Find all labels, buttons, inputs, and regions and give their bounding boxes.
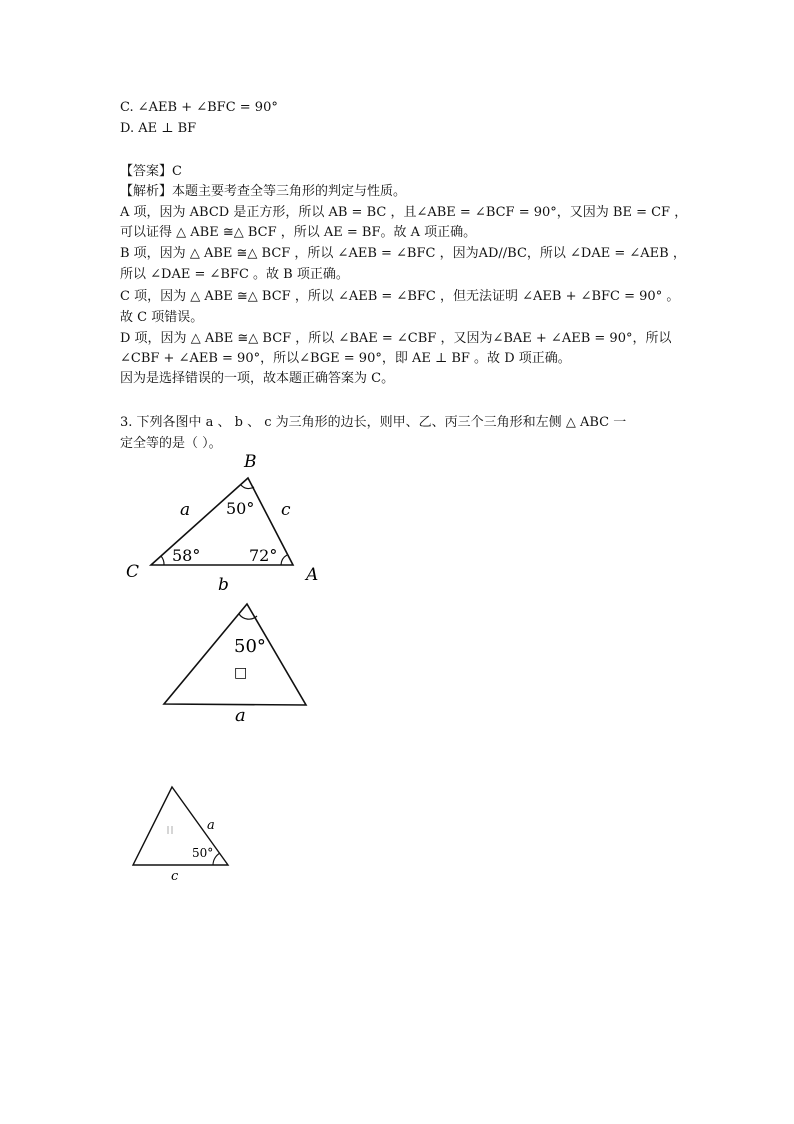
analysis-a-line2: 可以证得 △ ABE ≅△ BCF ，所以 AE = BF。故 A 项正确。 [120, 225, 477, 240]
vertex-a-label: A [306, 565, 319, 585]
analysis-b-line1: B 项，因为 △ ABE ≅△ BCF ，所以 ∠AEB = ∠BFC ，因为AD//BC，所以 ∠DAE = ∠AEB ， [120, 246, 686, 261]
question-line2: 定全等的是（ ）。 [120, 436, 222, 451]
answer-label: 【答案】C [120, 164, 182, 179]
analysis-conclusion: 因为是选择错误的一项，故本题正确答案为 C。 [120, 371, 395, 386]
triangle-3 [133, 787, 228, 884]
side-right-a-label: a [207, 818, 215, 833]
angle-b-label: 50° [226, 499, 255, 518]
question-line1: 3. 下列各图中 a 、 b 、 c 为三角形的边长，则甲、乙、丙三个三角形和左侧 △ ABC 一 [120, 415, 627, 430]
option-d: D. AE ⊥ BF [120, 121, 197, 136]
side-a-label: a [180, 500, 191, 520]
option-c: C. ∠AEB + ∠BFC = 90° [120, 100, 278, 115]
angle-c-arc [161, 556, 164, 565]
side-c-label: c [281, 500, 291, 520]
analysis-d-line2: ∠CBF + ∠AEB = 90°，所以∠BGE = 90°，即 AE ⊥ BF 。故 D 项正确。 [120, 351, 571, 366]
side-b-label: b [218, 575, 229, 595]
angle-3-label: 50° [192, 846, 214, 860]
side-bottom-c-label: c [171, 869, 179, 884]
vertex-c-label: C [126, 562, 140, 582]
vertex-b-label: B [244, 452, 257, 472]
analysis-intro: 【解析】本题主要考查全等三角形的判定与性质。 [120, 184, 407, 199]
angle-a-arc [281, 555, 287, 565]
angle-3-arc [213, 853, 220, 865]
analysis-b-line2: 所以 ∠DAE = ∠BFC 。故 B 项正确。 [120, 267, 349, 282]
analysis-c-line1: C 项，因为 △ ABE ≅△ BCF ，所以 ∠AEB = ∠BFC ，但无法证明 ∠AEB + ∠BFC = 90° 。 [120, 289, 680, 304]
angle-a-label: 72° [249, 546, 278, 565]
analysis-d-line1: D 项，因为 △ ABE ≅△ BCF ，所以 ∠BAE = ∠CBF ，又因为∠BAE + ∠AEB = 90°，所以 [120, 331, 672, 346]
placeholder-box: □ [234, 665, 248, 681]
analysis-a-line1: A 项，因为 ABCD 是正方形，所以 AB = BC ，且∠ABE = ∠BCF = 90°，又因为 BE = CF ， [120, 205, 688, 220]
triangle-2 [164, 604, 306, 726]
side-bottom-a-label: a [235, 705, 246, 726]
angle-top-label: 50° [234, 636, 266, 657]
analysis-c-line2: 故 C 项错误。 [120, 310, 204, 325]
triangle-abc [126, 452, 318, 595]
angle-c-label: 58° [172, 546, 201, 565]
